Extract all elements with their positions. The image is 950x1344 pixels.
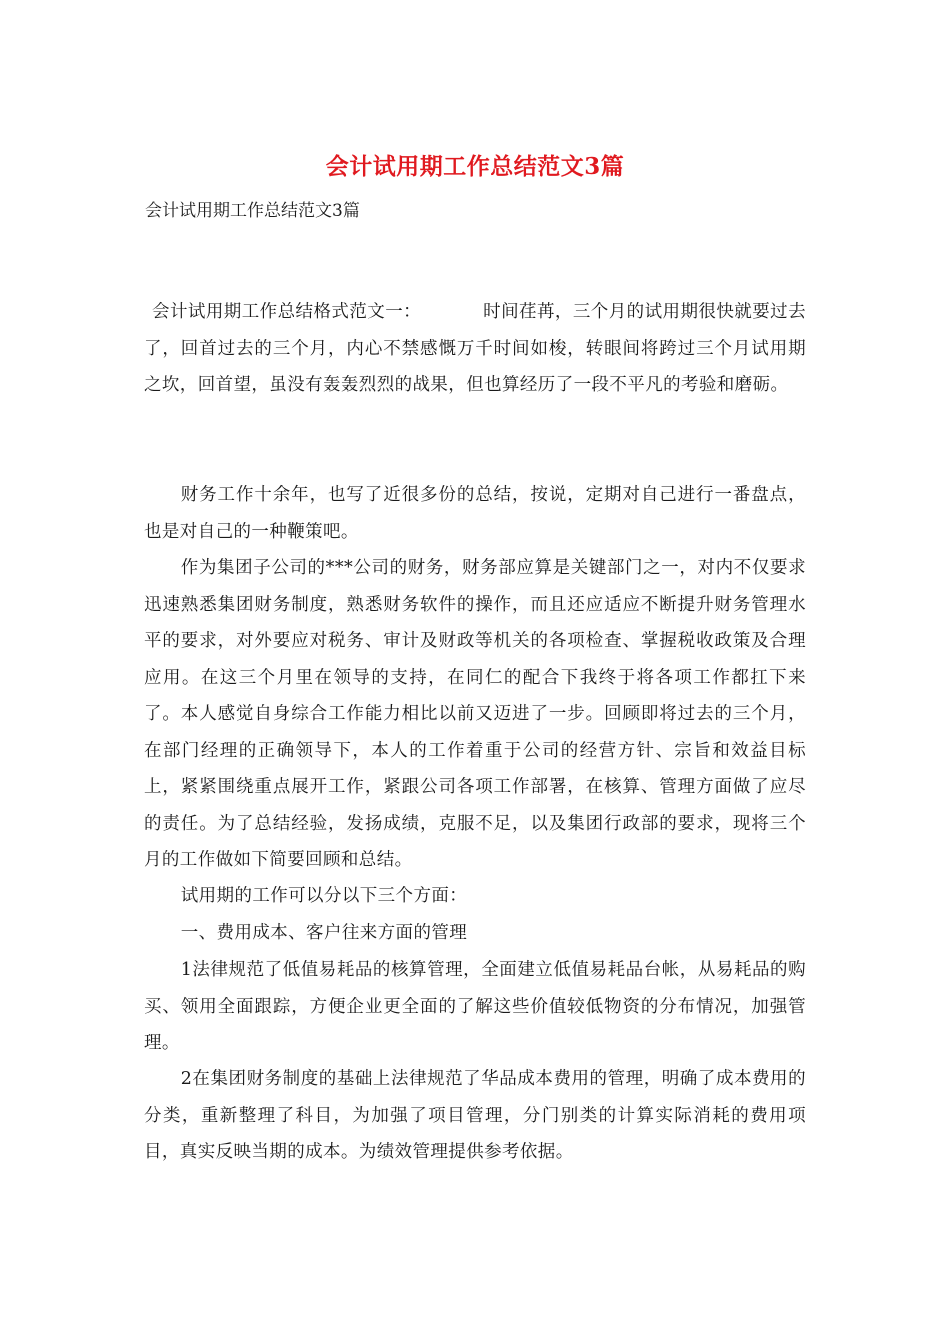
intro-body: 时间荏苒，三个月的试用期很快就要过去了，回首过去的三个月，内心不禁感慨万千时间如梭，转眼间将跨过三个月试用期之坎，回首望，虽没有轰轰烈烈的战果，但也算经历了一段不平凡的考验和磨砺。 xyxy=(144,302,806,395)
paragraph: 作为集团子公司的***公司的财务，财务部应算是关键部门之一，对内不仅要求迅速熟悉集团财务制度，熟悉财务软件的操作，而且还应适应不断提升财务管理水平的要求，对外要应对税务、审计及财政等机关的各项检查、掌握税收政策及合理应用。在这三个月里在领导的支持，在同仁的配合下我终于将各项工作都扛下来了。本人感觉自身综合工作能力相比以前又迈进了一步。回顾即将过去的三个月，在部门经理的正确领导下，本人的工作着重于公司的经营方针、宗旨和效益目标上，紧紧围绕重点展开工作，紧跟公司各项工作部署，在核算、管理方面做了应尽的责任。为了总结经验，发扬成绩，克服不足，以及集团行政部的要求，现将三个月的工作做如下简要回顾和总结。 xyxy=(144,558,806,870)
paragraph: 2在集团财务制度的基础上法律规范了华品成本费用的管理，明确了成本费用的分类，重新整理了科目，为加强了项目管理，分门别类的计算实际消耗的费用项目，真实反映当期的成本。为绩效管理提供参考依据。 xyxy=(144,1069,806,1162)
document-title: 会计试用期工作总结范文3篇 xyxy=(325,153,625,180)
paragraph: 财务工作十余年，也写了近很多份的总结，按说，定期对自己进行一番盘点，也是对自己的一种鞭策吧。 xyxy=(144,485,806,542)
document-subtitle: 会计试用期工作总结范文3篇 xyxy=(145,201,360,221)
section-heading: 一、费用成本、客户往来方面的管理 xyxy=(180,923,468,943)
intro-paragraph xyxy=(144,294,806,404)
paragraph: 1法律规范了低值易耗品的核算管理，全面建立低值易耗品台帐，从易耗品的购买、领用全面跟踪，方便企业更全面的了解这些价值较低物资的分布情况，加强管理。 xyxy=(144,960,806,1053)
intro-lead: 会计试用期工作总结格式范文一： xyxy=(152,302,422,322)
paragraph: 试用期的工作可以分以下三个方面： xyxy=(180,886,468,906)
